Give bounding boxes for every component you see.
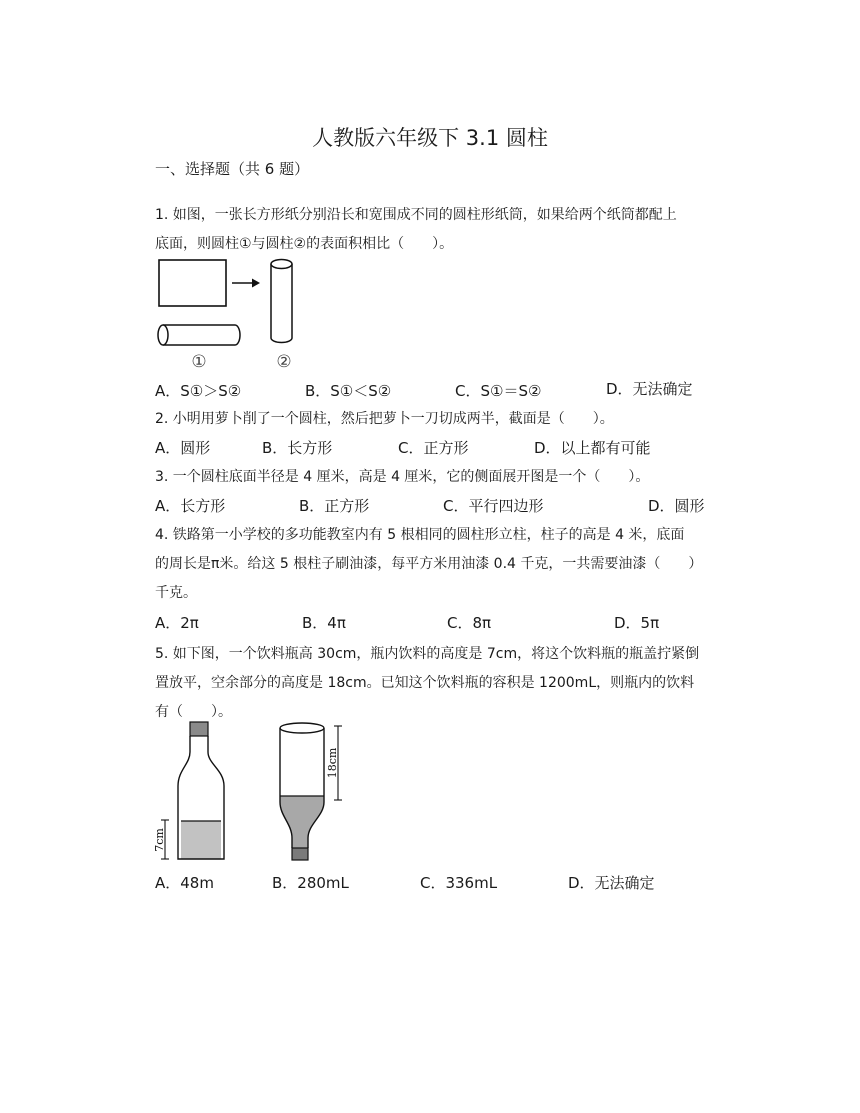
q4-option-a: A．2π [155, 614, 199, 632]
q3-option-c: C．平行四边形 [443, 497, 544, 515]
label-18cm: 18cm [326, 747, 339, 779]
q3-option-b: B．正方形 [299, 497, 370, 515]
q1-option-c: C．S①＝S② [455, 382, 542, 400]
q4-option-d: D．5π [614, 614, 660, 632]
q4-option-c: C．8π [447, 614, 492, 632]
question-3-line-1: 3. 一个圆柱底面半径是 4 厘米，高是 4 厘米，它的侧面展开图是一个（ ）。 [155, 469, 650, 485]
question-2-line-1: 2. 小明用萝卜削了一个圆柱，然后把萝卜一刀切成两半，截面是（ ）。 [155, 411, 614, 427]
arrow-head [252, 279, 260, 288]
question-5-line-1: 5. 如下图，一个饮料瓶高 30cm，瓶内饮料的高度是 7cm，将这个饮料瓶的瓶盖拧紧倒 [155, 646, 700, 662]
figure-label-1: ① [191, 352, 207, 372]
q5-option-c: C．336mL [420, 874, 498, 892]
q3-option-a: A．长方形 [155, 497, 226, 515]
q1-option-b: B．S①＜S② [305, 382, 392, 400]
question-1-line-1: 1. 如图，一张长方形纸分别沿长和宽围成不同的圆柱形纸筒，如果给两个纸筒都配上 [155, 207, 677, 223]
question-4-line-2: 的周长是π米。给这 5 根柱子刷油漆，每平方米用油漆 0.4 千克，一共需要油漆（ ） [155, 556, 703, 572]
q2-option-d: D．以上都有可能 [534, 439, 651, 457]
bottle-upright [153, 722, 224, 859]
q2-option-a: A．圆形 [155, 439, 211, 457]
figure-bottles [150, 720, 360, 865]
q4-option-b: B．4π [302, 614, 346, 632]
figure-paper-cylinders [150, 255, 310, 370]
q5-option-a: A．48m [155, 874, 214, 892]
q2-option-c: C．正方形 [398, 439, 469, 457]
question-1-line-2: 底面，则圆柱①与圆柱②的表面积相比（ ）。 [155, 236, 454, 252]
question-5-line-2: 置放平，空余部分的高度是 18cm。已知这个饮料瓶的容积是 1200mL，则瓶内的饮料 [155, 675, 695, 691]
q1-option-a: A．S①＞S② [155, 382, 242, 400]
q1-option-d: D．无法确定 [606, 380, 693, 398]
q2-option-b: B．长方形 [262, 439, 333, 457]
figure-label-2: ② [276, 352, 292, 372]
label-7cm: 7cm [153, 828, 166, 852]
cylinder-2 [271, 260, 292, 343]
q5-option-d: D．无法确定 [568, 874, 655, 892]
section-heading: 一、选择题（共 6 题） [155, 160, 310, 178]
q5-option-b: B．280mL [272, 874, 349, 892]
rectangle-paper [159, 260, 226, 306]
cylinder-1 [158, 325, 240, 345]
question-5-line-3: 有（ ）。 [155, 704, 232, 720]
page-title: 人教版六年级下 3.1 圆柱 [312, 126, 548, 150]
question-4-line-3: 千克。 [155, 585, 197, 601]
question-4-line-1: 4. 铁路第一小学校的多功能教室内有 5 根相同的圆柱形立柱，柱子的高是 4 米，底面 [155, 527, 685, 543]
q3-option-d: D．圆形 [648, 497, 705, 515]
bottle-inverted [280, 723, 342, 860]
